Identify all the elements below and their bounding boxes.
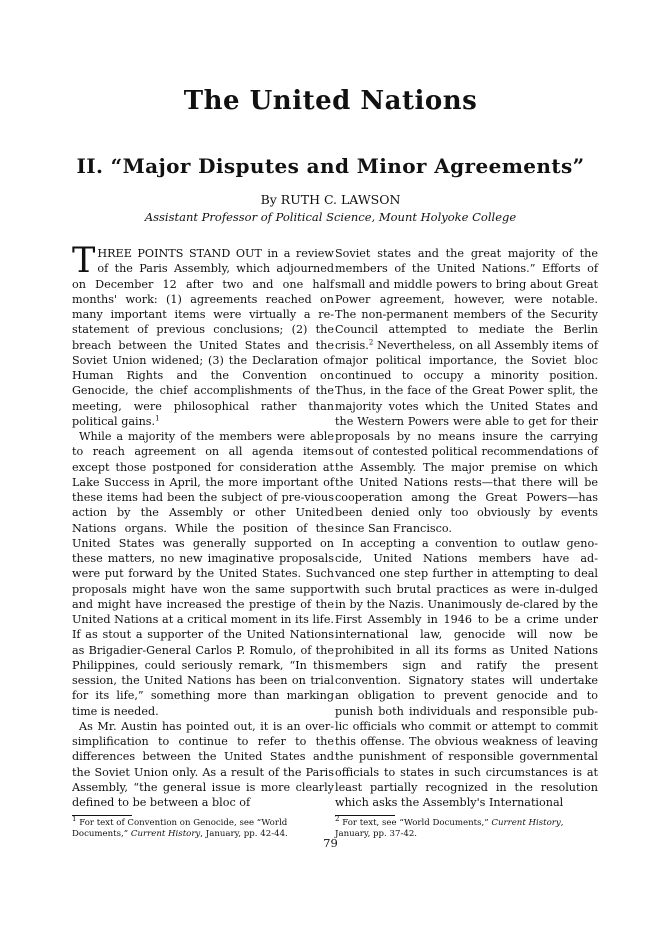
left-column — [72, 241, 334, 810]
article-series-title: The United Nations — [183, 86, 478, 116]
left-paragraph-2: While a majority of the members were able to reach agreement on all agenda items except those postponed for consideration at Lake Success in April, the more important of these items had been the subject of pre-vious action by the Assembly or other United Nations organs. While the position of the United States was generally supported on these matters, no new imaginative proposals were put forward by the United States. Such proposals might have won the same support and might have increased the prestige of the United Nations at a critical moment in its life. If as stout a supporter of the United Nations as Brigadier-General Carlos P. Romulo, of the Philippines, could seriously remark, “In this session, the United Nations has been on trial for its life,” something more than marking time is needed. — [72, 430, 334, 718]
left-paragraph-1: THREE POINTS STAND OUT in a review of the Paris Assembly, which adjourned on December 12 after two and one half months' work: (1) agreements reached on many important items were virtually a re-statement of previous conclusions; (2) the breach between the United States and the Soviet Union widened; (3) the Declaration of Human Rights and the Convention on Genocide, the chief accomplishments of the meeting, were philosophical rather than political gains.$^1$ — [72, 241, 334, 428]
right-paragraph-2: In accepting a convention to outlaw geno-cide, United Nations members have ad-vanced one step further in attempting to deal with such brutal practices as were in-dulged in by the Nazis. Unanimously de-clared by the First Assembly in 1946 to be a crime under international law, genocide will now be prohibited in all its forms as United Nations members sign and ratify the present convention. Signatory states will undertake an obligation to prevent genocide and to punish both individuals and responsible pub-lic officials who commit or attempt to commit this offense. The obvious weakness of leaving the punishment of responsible governmental officials to states in such circumstances is at least partially recognized in the resolution which asks the Assembly's International — [335, 536, 598, 809]
footnote-ref-1: 1 — [155, 414, 160, 423]
left-paragraph-3: As Mr. Austin has pointed out, it is an over-simplification to continue to refer to the differences between the United States and the Soviet Union only. As a result of the Paris Assembly, “the general issue is more clearly defined to be between a bloc of — [72, 719, 334, 809]
right-paragraph-1: Soviet states and the great majority of the members of the United Nations.” Efforts of small and middle powers to bring about Great Power agreement, however, were notable. The non-permanent members of the Security Council attempted to mediate the Berlin crisis.$^2$ Nevertheless, on all Assembly items of major political importance, the Soviet bloc continued to occupy a minority position. Thus, in the face of the Great Power split, the majority votes which the United States and the Western Powers were able to get for their proposals by no means insure the carrying out of contested political recommendations of the Assembly. The major premise on which the United Nations rests—that there will be cooperation among the Great Powers—has been denied only too obviously by events since San Francisco. — [335, 247, 598, 535]
page-number: 79 — [323, 836, 338, 850]
footnote-2: $^2$ For text, see “World Documents,” Current History, January, pp. 37-42. — [335, 815, 564, 839]
article-title: II. “Major Disputes and Minor Agreements” — [76, 154, 585, 178]
author-affiliation: Assistant Professor of Political Science, Mount Holyoke College — [144, 210, 517, 224]
drop-cap: T — [72, 241, 96, 281]
footnote-rule-right — [335, 815, 395, 816]
author-byline: By RUTH C. LAWSON — [260, 192, 401, 207]
footnote-ref-2: 2 — [368, 337, 374, 346]
footnote-1: $^1$ For text of Convention on Genocide, see “World Documents,” Current History, January, pp. 42-44. — [72, 815, 288, 839]
right-column — [335, 246, 598, 810]
footnote-rule-left — [72, 815, 132, 816]
